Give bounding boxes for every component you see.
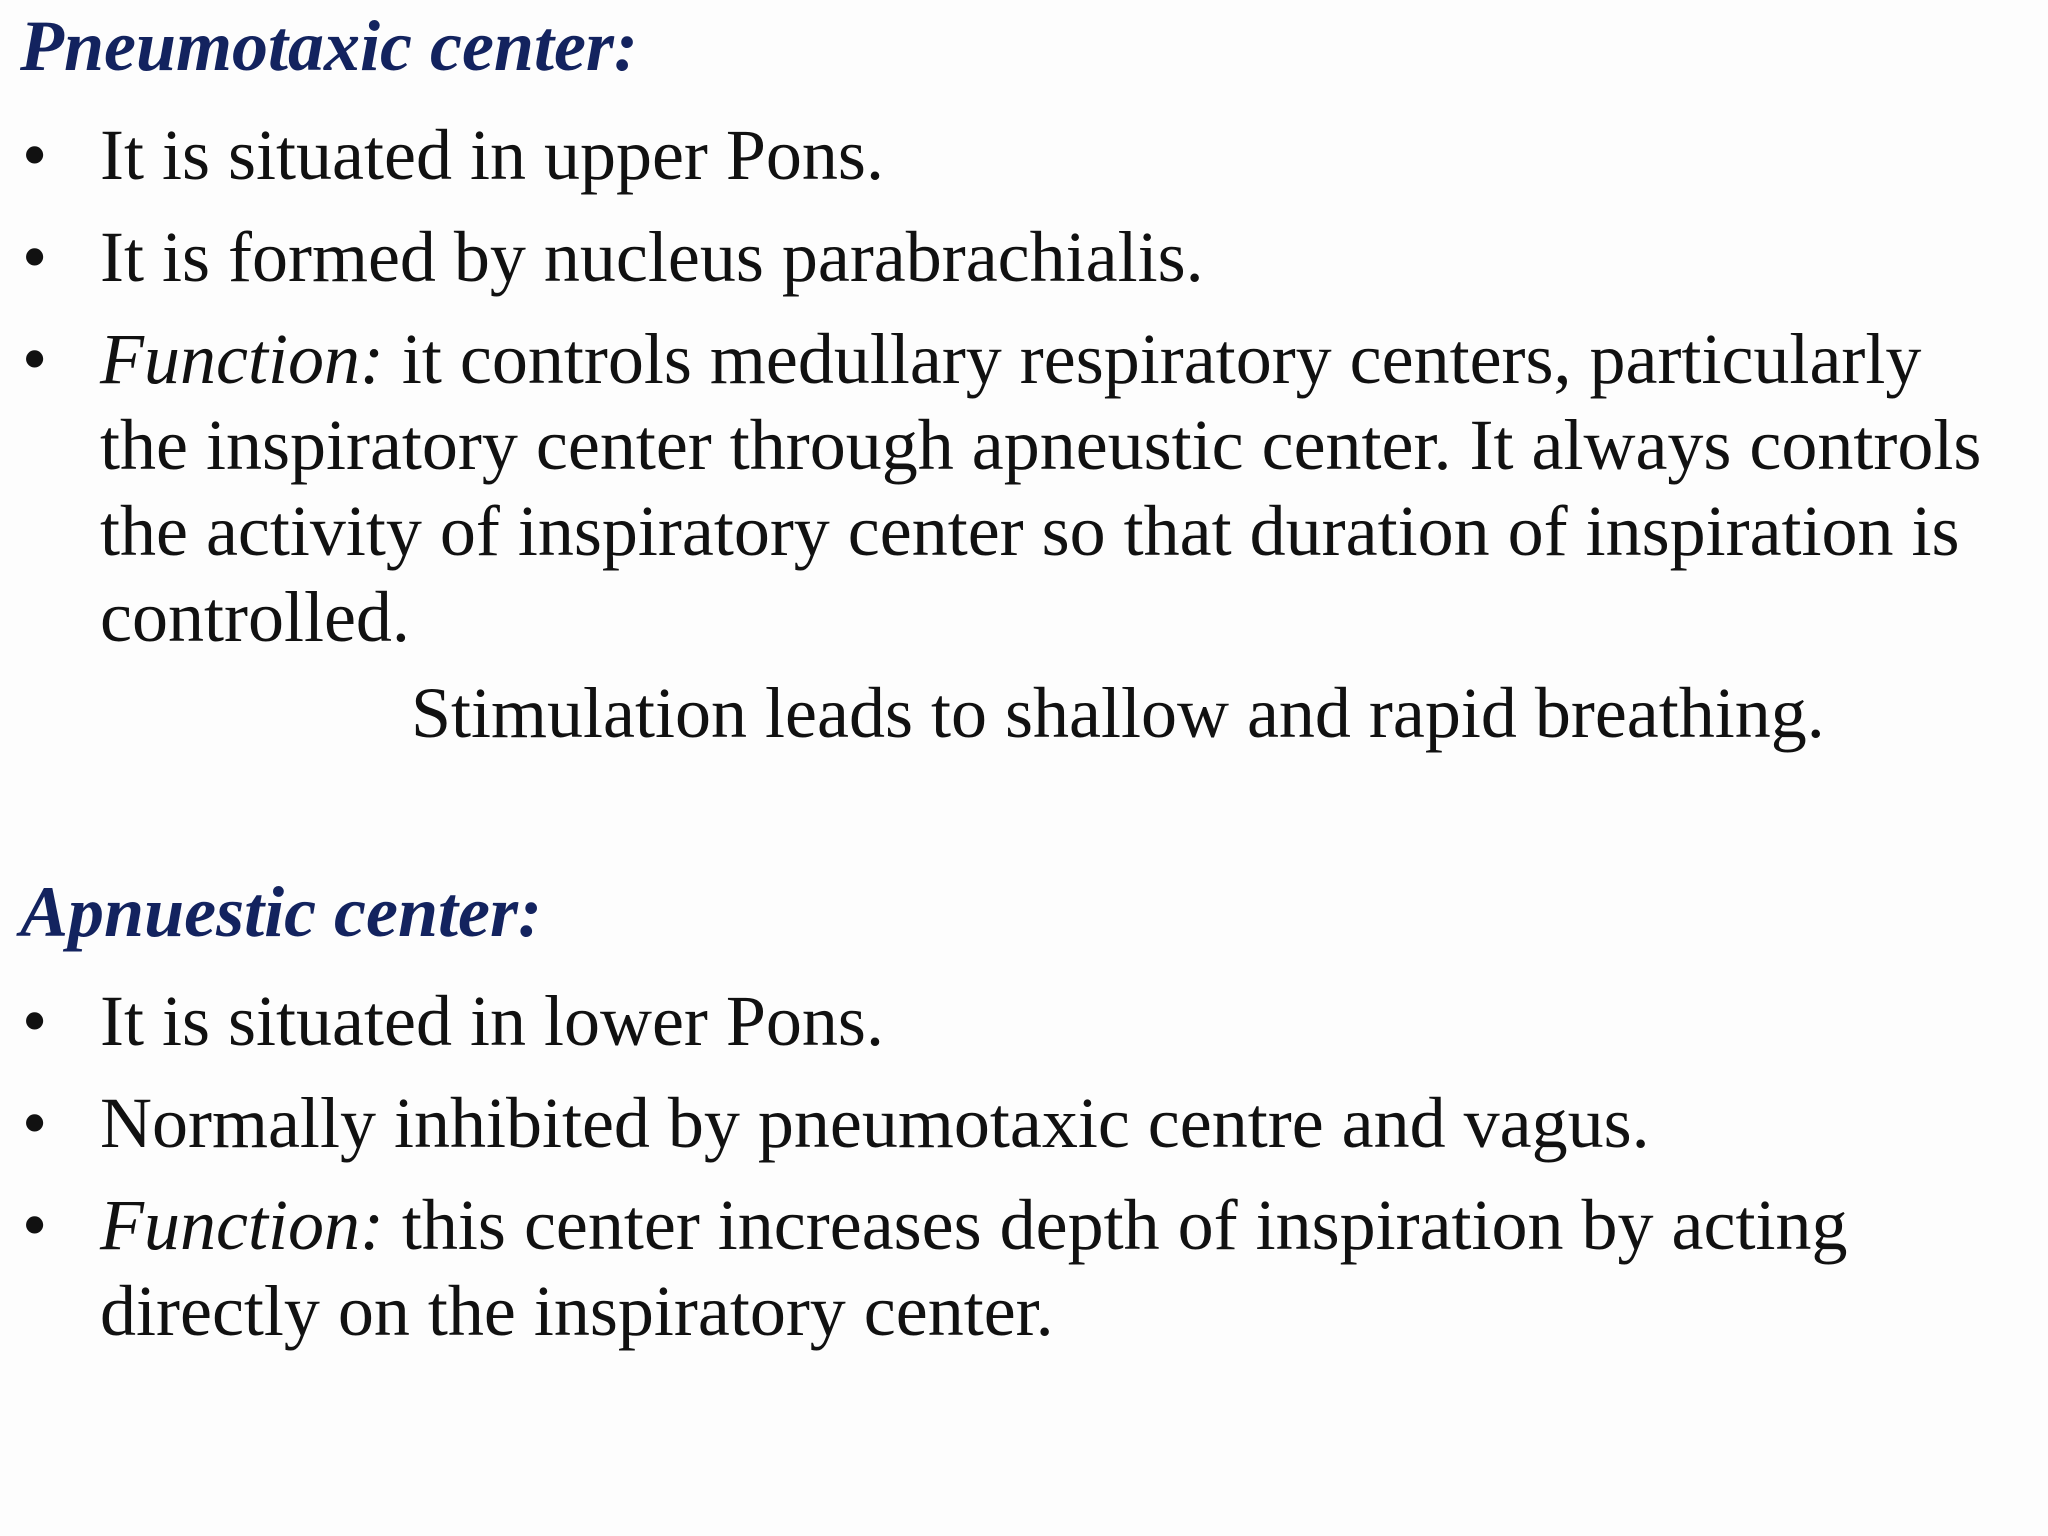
bullet-text: It is situated in upper Pons.	[100, 115, 884, 195]
bullet-icon: •	[22, 1083, 48, 1163]
stimulation-note: Stimulation leads to shallow and rapid breathing.	[411, 673, 1825, 753]
list-item	[0, 214, 2020, 300]
bullet-icon: •	[22, 217, 48, 297]
bullet-icon: •	[22, 1185, 48, 1265]
list-item	[0, 978, 2020, 1064]
list-item	[0, 1080, 2020, 1166]
bullet-icon: •	[22, 115, 48, 195]
list-item	[0, 112, 2020, 198]
function-label: Function:	[100, 319, 384, 399]
bullet-text: It is situated in lower Pons.	[100, 981, 884, 1061]
pneumotaxic-heading: Pneumotaxic center:	[20, 6, 638, 86]
apnuestic-bullet-list	[0, 978, 2048, 1370]
bullet-text: it controls medullary respiratory centers, particularly the inspiratory center through apneustic center. It always controls the activity of inspiratory center so that duration of inspiration is controlled.	[100, 319, 1982, 657]
bullet-text: this center increases depth of inspiration by acting directly on the inspiratory center.	[100, 1185, 1848, 1351]
bullet-text: It is formed by nucleus parabrachialis.	[100, 217, 1204, 297]
apnuestic-heading: Apnuestic center:	[20, 872, 542, 952]
list-item	[0, 316, 2020, 660]
function-label: Function:	[100, 1185, 384, 1265]
bullet-icon: •	[22, 981, 48, 1061]
pneumotaxic-bullet-list	[0, 112, 2048, 676]
list-item	[0, 1182, 2020, 1354]
bullet-text: Normally inhibited by pneumotaxic centre and vagus.	[100, 1083, 1650, 1163]
bullet-icon: •	[22, 319, 48, 399]
